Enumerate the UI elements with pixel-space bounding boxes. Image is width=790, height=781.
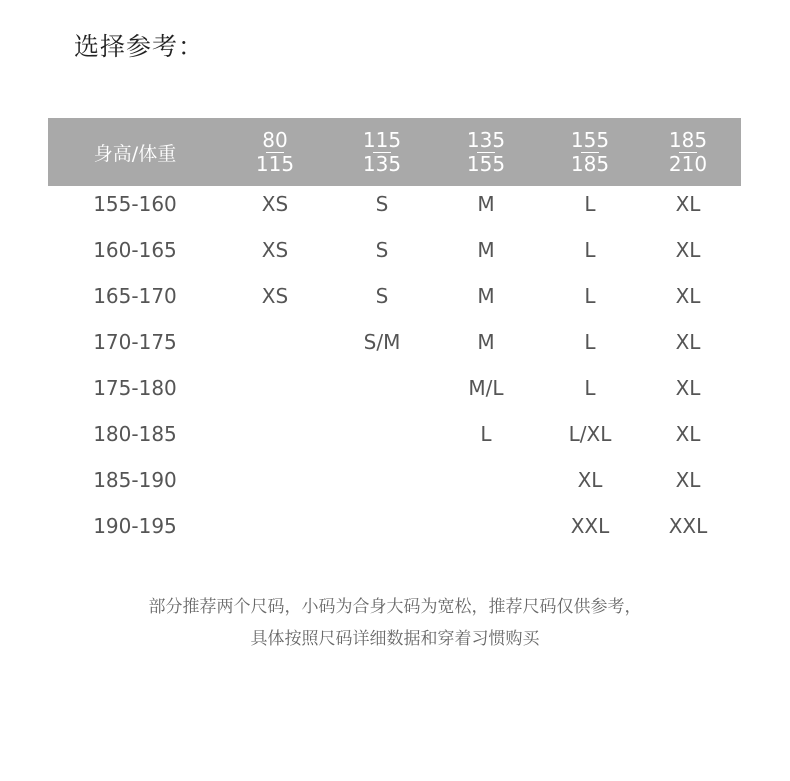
table-row <box>48 278 741 324</box>
header-height-weight-label: 身高/体重 <box>93 142 177 165</box>
weight-col-1-top: 80 <box>262 127 288 152</box>
size-cell <box>327 370 437 416</box>
size-cell <box>327 416 437 462</box>
size-cell: S/M <box>363 330 401 354</box>
size-cell: XS <box>261 238 289 262</box>
recommendation-note-line-1: 部分推荐两个尺码，小码为合身大码为宽松，推荐尺码仅供参考， <box>148 597 642 617</box>
size-cell: M <box>477 192 495 216</box>
size-cell: XL <box>675 192 701 216</box>
size-cell <box>431 508 541 554</box>
height-range-cell: 165-170 <box>93 284 177 308</box>
weight-col-5-bottom: 210 <box>668 151 708 176</box>
size-cell <box>220 370 330 416</box>
size-cell: L <box>584 376 596 400</box>
weight-col-2-bottom: 135 <box>362 151 402 176</box>
weight-col-3-bottom: 155 <box>466 151 506 176</box>
size-cell <box>431 462 541 508</box>
table-row <box>48 232 741 278</box>
size-cell: M/L <box>468 376 504 400</box>
height-range-cell: 180-185 <box>93 422 177 446</box>
header-weight-col-4 <box>540 118 640 186</box>
weight-col-2-top: 115 <box>362 127 402 152</box>
table-body <box>48 186 741 554</box>
size-cell <box>220 462 330 508</box>
size-cell <box>220 508 330 554</box>
header-weight-col-1 <box>225 118 325 186</box>
header-weight-col-3 <box>436 118 536 186</box>
header-weight-col-2 <box>332 118 432 186</box>
size-cell: XXL <box>570 514 610 538</box>
header-weight-col-5 <box>638 118 738 186</box>
size-cell: XS <box>261 192 289 216</box>
size-cell: L <box>480 422 492 446</box>
size-cell: XL <box>675 422 701 446</box>
size-cell: XXL <box>668 514 708 538</box>
size-cell: XS <box>261 284 289 308</box>
size-cell: XL <box>675 468 701 492</box>
weight-col-5-top: 185 <box>668 127 708 152</box>
size-cell: L <box>584 192 596 216</box>
size-cell <box>327 462 437 508</box>
size-cell <box>327 508 437 554</box>
recommendation-note-line-2: 具体按照尺码详细数据和穿着习惯购买 <box>250 629 540 649</box>
size-cell: M <box>477 238 495 262</box>
table-row <box>48 186 741 232</box>
size-cell: XL <box>675 284 701 308</box>
size-cell: XL <box>675 238 701 262</box>
table-header <box>48 118 741 186</box>
size-cell: XL <box>675 330 701 354</box>
size-cell: L <box>584 238 596 262</box>
size-cell: L <box>584 330 596 354</box>
page-title: 选择参考： <box>74 32 205 61</box>
weight-col-4-top: 155 <box>570 127 610 152</box>
weight-col-4-bottom: 185 <box>570 151 610 176</box>
size-cell: S <box>375 192 389 216</box>
size-cell: L/XL <box>568 422 612 446</box>
size-cell: M <box>477 284 495 308</box>
height-range-cell: 170-175 <box>93 330 177 354</box>
size-cell <box>220 416 330 462</box>
height-range-cell: 185-190 <box>93 468 177 492</box>
size-cell: XL <box>675 376 701 400</box>
height-range-cell: 190-195 <box>93 514 177 538</box>
weight-col-1-bottom: 115 <box>255 151 295 176</box>
height-range-cell: 160-165 <box>93 238 177 262</box>
size-cell <box>220 324 330 370</box>
size-cell: S <box>375 238 389 262</box>
weight-col-3-top: 135 <box>466 127 506 152</box>
size-chart-table <box>48 118 741 554</box>
height-range-cell: 175-180 <box>93 376 177 400</box>
table-row <box>48 324 741 370</box>
table-row <box>48 508 741 554</box>
table-row <box>48 370 741 416</box>
size-cell: S <box>375 284 389 308</box>
table-row <box>48 462 741 508</box>
size-cell: L <box>584 284 596 308</box>
height-range-cell: 155-160 <box>93 192 177 216</box>
table-row <box>48 416 741 462</box>
size-cell: M <box>477 330 495 354</box>
size-cell: XL <box>577 468 603 492</box>
